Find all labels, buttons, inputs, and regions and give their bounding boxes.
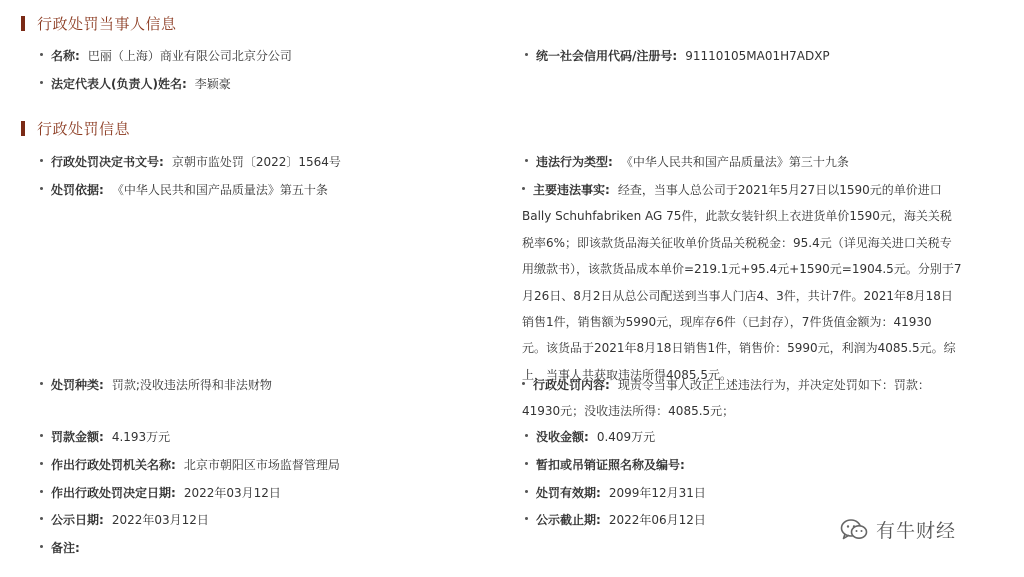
bullet-icon xyxy=(525,159,528,162)
field-validity xyxy=(525,480,1005,506)
field-value: 《中华人民共和国产品质量法》第三十九条 xyxy=(620,155,849,169)
bullet-icon xyxy=(40,490,43,493)
bullet-icon xyxy=(522,382,525,385)
content-text: 现责令当事人改正上述违法行为，并决定处罚如下：罚款： xyxy=(617,378,930,392)
field-value: 0.409万元 xyxy=(596,430,656,444)
section-title: 行政处罚当事人信息 xyxy=(37,15,177,33)
field-label: 违法行为类型: xyxy=(536,155,613,169)
field-value: 《中华人民共和国产品质量法》第五十条 xyxy=(111,183,328,197)
field-violation-type xyxy=(525,149,1005,175)
facts-line: 元。该货品于2021年8月18日销售1件，销售价：5990元，利润为4085.5元。综 xyxy=(522,341,956,356)
field-label: 处罚有效期: xyxy=(536,486,601,500)
bullet-icon xyxy=(525,53,528,56)
field-label: 处罚依据: xyxy=(51,183,104,197)
watermark xyxy=(840,516,956,543)
field-value: 巴丽（上海）商业有限公司北京分公司 xyxy=(87,49,292,63)
wechat-icon xyxy=(840,518,868,542)
bullet-icon xyxy=(525,490,528,493)
field-value: 2022年03月12日 xyxy=(111,513,209,527)
bullet-icon xyxy=(40,81,43,84)
field-label: 处罚种类: xyxy=(51,378,104,392)
facts-line: 税率6%；即该款货品海关征收单价货品关税税金：95.4元（详见海关进口关税专 xyxy=(522,235,952,250)
content-line: 41930元；没收违法所得：4085.5元； xyxy=(522,404,735,419)
field-value: 李颖豪 xyxy=(194,77,231,91)
section-header-party xyxy=(21,13,177,34)
field-label: 主要违法事实: xyxy=(533,183,610,197)
field-confiscation-amount xyxy=(525,424,1005,450)
facts-line xyxy=(522,177,1004,203)
field-legal-rep xyxy=(40,71,490,97)
field-penalty-kind xyxy=(40,372,490,398)
bullet-icon xyxy=(525,517,528,520)
field-value: 京朝市监处罚〔2022〕1564号 xyxy=(171,155,341,169)
field-name xyxy=(40,43,490,69)
field-label: 名称: xyxy=(51,49,80,63)
bullet-icon xyxy=(522,187,525,190)
section-marker xyxy=(21,16,25,31)
field-label: 法定代表人(负责人)姓名: xyxy=(51,77,187,91)
bullet-icon xyxy=(40,159,43,162)
facts-line: 月26日、8月2日从总公司配送到当事人门店4、3件，共计7件。2021年8月18日 xyxy=(522,288,953,303)
section-title: 行政处罚信息 xyxy=(37,120,131,138)
bullet-icon xyxy=(525,434,528,437)
section-marker xyxy=(21,121,25,136)
field-penalty-content xyxy=(522,372,1004,425)
content-line xyxy=(522,372,1004,398)
bullet-icon xyxy=(40,187,43,190)
field-fine-amount xyxy=(40,424,490,450)
field-label: 备注: xyxy=(51,541,80,555)
field-label: 罚款金额: xyxy=(51,430,104,444)
section-header-penalty xyxy=(21,118,130,139)
field-label: 作出行政处罚决定日期: xyxy=(51,486,176,500)
bullet-icon xyxy=(40,545,43,548)
field-value: 2022年03月12日 xyxy=(183,486,281,500)
field-publish-date xyxy=(40,507,490,533)
field-value: 2099年12月31日 xyxy=(608,486,706,500)
facts-line: Bally Schuhfabriken AG 75件，此款女装针织上衣进货单价1590元，海关关税 xyxy=(522,209,952,224)
field-value: 4.193万元 xyxy=(111,430,171,444)
field-value: 2022年06月12日 xyxy=(608,513,706,527)
facts-text: 经查，当事人总公司于2021年5月27日以1590元的单价进口 xyxy=(617,183,942,197)
field-label: 统一社会信用代码/注册号: xyxy=(536,49,678,63)
field-label: 没收金额: xyxy=(536,430,589,444)
bullet-icon xyxy=(40,517,43,520)
field-value: 91110105MA01H7ADXP xyxy=(685,49,830,63)
field-value: 罚款;没收违法所得和非法财物 xyxy=(111,378,272,392)
field-label: 行政处罚内容: xyxy=(533,378,610,392)
field-license xyxy=(525,452,1005,478)
field-decision-number xyxy=(40,149,490,175)
field-remark xyxy=(40,535,490,561)
field-label: 公示截止期: xyxy=(536,513,601,527)
bullet-icon xyxy=(525,462,528,465)
field-credit-code xyxy=(525,43,1005,69)
facts-line: 上，当事人共获取违法所得4085.5元。 xyxy=(522,367,732,382)
bullet-icon xyxy=(40,434,43,437)
field-main-facts xyxy=(522,177,1004,388)
field-label: 作出行政处罚机关名称: xyxy=(51,458,176,472)
bullet-icon xyxy=(40,462,43,465)
field-authority xyxy=(40,452,490,478)
field-label: 行政处罚决定书文号: xyxy=(51,155,164,169)
bullet-icon xyxy=(40,53,43,56)
bullet-icon xyxy=(40,382,43,385)
field-value: 北京市朝阳区市场监督管理局 xyxy=(183,458,340,472)
facts-line: 用缴款书），该款货品成本单价=219.1元+95.4元+1590元=1904.5元。分别于7 xyxy=(522,262,962,277)
field-label: 公示日期: xyxy=(51,513,104,527)
field-label: 暂扣或吊销证照名称及编号: xyxy=(536,458,685,472)
field-decision-date xyxy=(40,480,490,506)
facts-line: 销售1件，销售额为5990元，现库存6件（已封存），7件货值金额为：41930 xyxy=(522,315,932,330)
field-penalty-basis xyxy=(40,177,490,203)
watermark-text: 有牛财经 xyxy=(876,520,957,542)
